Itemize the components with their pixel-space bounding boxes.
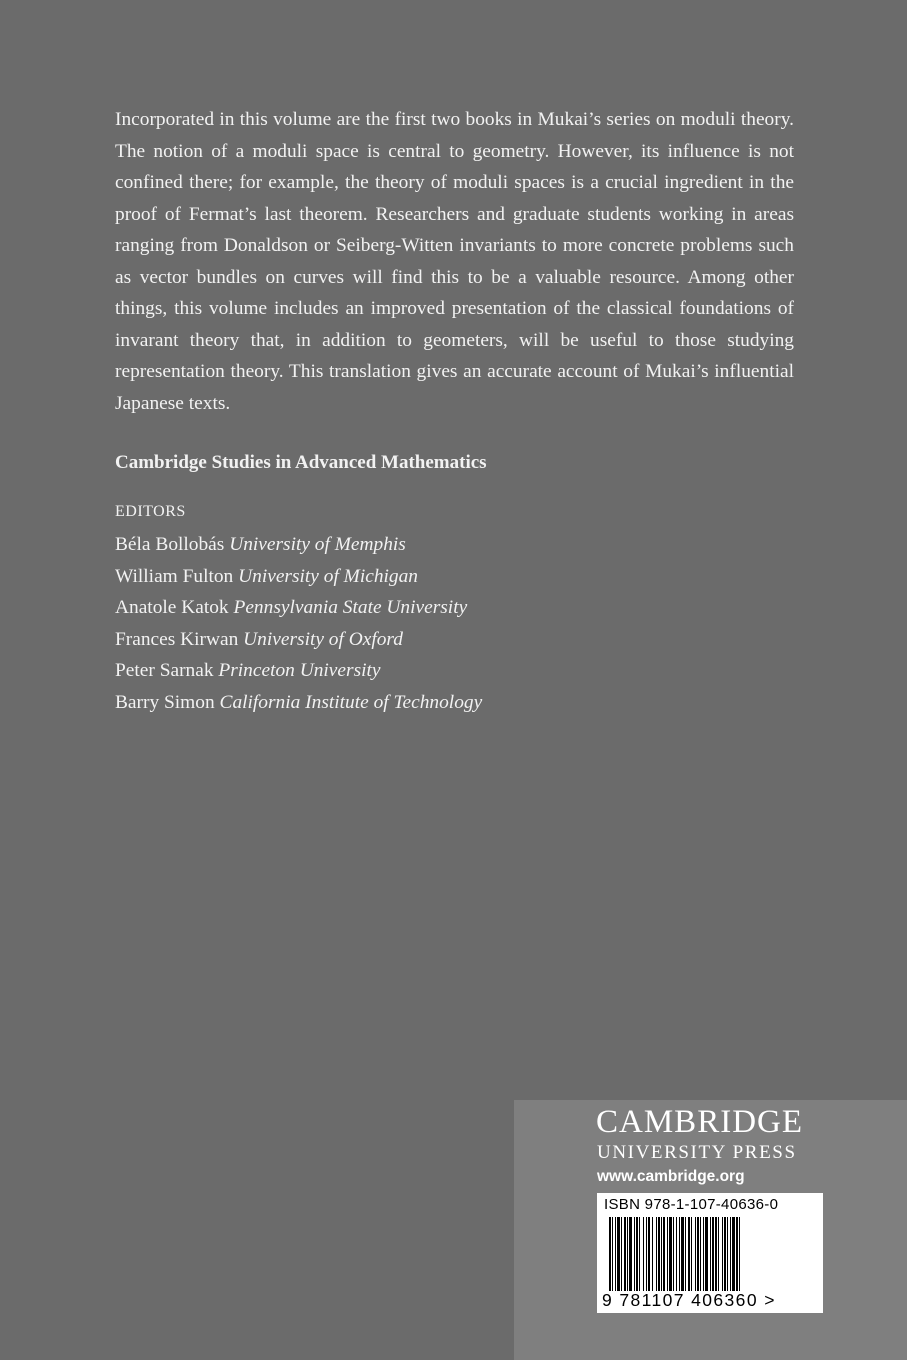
editor-name: Peter Sarnak bbox=[115, 660, 214, 681]
barcode-bar bbox=[617, 1217, 620, 1291]
barcode-bar bbox=[663, 1217, 665, 1291]
barcode-bar bbox=[688, 1217, 690, 1291]
barcode-bar bbox=[715, 1217, 717, 1291]
editor-name: Béla Bollobás bbox=[115, 534, 225, 555]
barcode-bar bbox=[639, 1217, 640, 1291]
editors-list bbox=[115, 529, 482, 718]
editor-entry bbox=[115, 687, 482, 719]
editor-name: Anatole Katok bbox=[115, 597, 229, 618]
barcode-bar bbox=[739, 1217, 740, 1291]
barcode-bar bbox=[652, 1217, 653, 1291]
barcode-bar bbox=[695, 1217, 696, 1291]
editor-affiliation: Princeton University bbox=[218, 660, 381, 681]
barcode-bar bbox=[615, 1217, 616, 1291]
editor-entry bbox=[115, 655, 482, 687]
barcode-bar bbox=[669, 1217, 672, 1291]
barcode-bar bbox=[624, 1217, 626, 1291]
barcode-bar bbox=[656, 1217, 657, 1291]
barcode-bar bbox=[730, 1217, 731, 1291]
barcode-bar bbox=[667, 1217, 668, 1291]
barcode-bar bbox=[629, 1217, 632, 1291]
barcode-bar bbox=[648, 1217, 650, 1291]
editor-entry bbox=[115, 624, 482, 656]
editor-affiliation: University of Michigan bbox=[238, 565, 418, 587]
barcode-bar bbox=[697, 1217, 699, 1291]
publisher-url: www.cambridge.org bbox=[597, 1168, 745, 1185]
barcode-bar bbox=[732, 1217, 735, 1291]
editor-affiliation: University of Oxford bbox=[243, 628, 403, 650]
barcode-bar bbox=[609, 1217, 611, 1291]
editor-name: William Fulton bbox=[115, 565, 234, 587]
barcode-bar bbox=[612, 1217, 613, 1291]
barcode-bar bbox=[676, 1217, 677, 1291]
back-cover-blurb: Incorporated in this volume are the first two books in Mukai’s series on moduli theory. The notion of a moduli space is central to geometry. However, its influence is not confined there; for example, the theory of moduli spaces is a crucial ingredient in the proof of Fermat’s last theorem. Researchers and graduate students working in areas ranging from Donaldson or Seiberg-Witten invariants to more concrete problems such as vector bundles on curves will find this to be a valuable resource. Among other things, this volume includes an improved presentation of the classical foundations of invarant theory that, in addition to geometers, will be useful to those studying representation theory. This translation gives an accurate account of Mukai’s influential Japanese texts. bbox=[115, 109, 794, 414]
barcode-bar bbox=[643, 1217, 644, 1291]
barcode-bar bbox=[700, 1217, 701, 1291]
series-title: Cambridge Studies in Advanced Mathematics bbox=[115, 452, 487, 473]
barcode-bar bbox=[703, 1217, 704, 1291]
editor-name: Barry Simon bbox=[115, 691, 215, 713]
ean-digits: 9 781107 406360 > bbox=[602, 1290, 776, 1310]
barcode-bar bbox=[679, 1217, 680, 1291]
editor-name: Frances Kirwan bbox=[115, 628, 239, 650]
barcode-bar bbox=[727, 1217, 728, 1291]
editors-heading: EDITORS bbox=[115, 503, 186, 520]
publisher-press: UNIVERSITY PRESS bbox=[597, 1142, 797, 1163]
editor-affiliation: Pennsylvania State University bbox=[233, 597, 468, 618]
barcode-bar bbox=[636, 1217, 638, 1291]
barcode-bar bbox=[658, 1217, 660, 1291]
barcode-bar bbox=[681, 1217, 684, 1291]
barcode-bar bbox=[661, 1217, 662, 1291]
publisher-name: CAMBRIDGE bbox=[596, 1104, 804, 1140]
barcode-bar bbox=[722, 1217, 723, 1291]
barcode-bar bbox=[710, 1217, 711, 1291]
barcode-bar bbox=[646, 1217, 647, 1291]
barcode-bar bbox=[705, 1217, 708, 1291]
editor-affiliation: University of Memphis bbox=[229, 534, 406, 555]
publisher-box bbox=[514, 1100, 907, 1360]
barcode-bar bbox=[634, 1217, 635, 1291]
editor-affiliation: California Institute of Technology bbox=[219, 691, 483, 713]
barcode-bar bbox=[685, 1217, 686, 1291]
barcode-bar bbox=[736, 1217, 738, 1291]
barcode-bar bbox=[712, 1217, 714, 1291]
barcode-bar bbox=[621, 1217, 622, 1291]
isbn-label: ISBN 978-1-107-40636-0 bbox=[604, 1196, 779, 1213]
barcode-card bbox=[597, 1193, 823, 1313]
editor-entry bbox=[115, 561, 482, 593]
barcode-bar bbox=[627, 1217, 628, 1291]
editor-entry bbox=[115, 529, 482, 561]
barcode-bar bbox=[673, 1217, 674, 1291]
editor-entry bbox=[115, 592, 482, 624]
barcode-bar bbox=[724, 1217, 726, 1291]
barcode-bar bbox=[718, 1217, 719, 1291]
barcode-bar bbox=[691, 1217, 692, 1291]
